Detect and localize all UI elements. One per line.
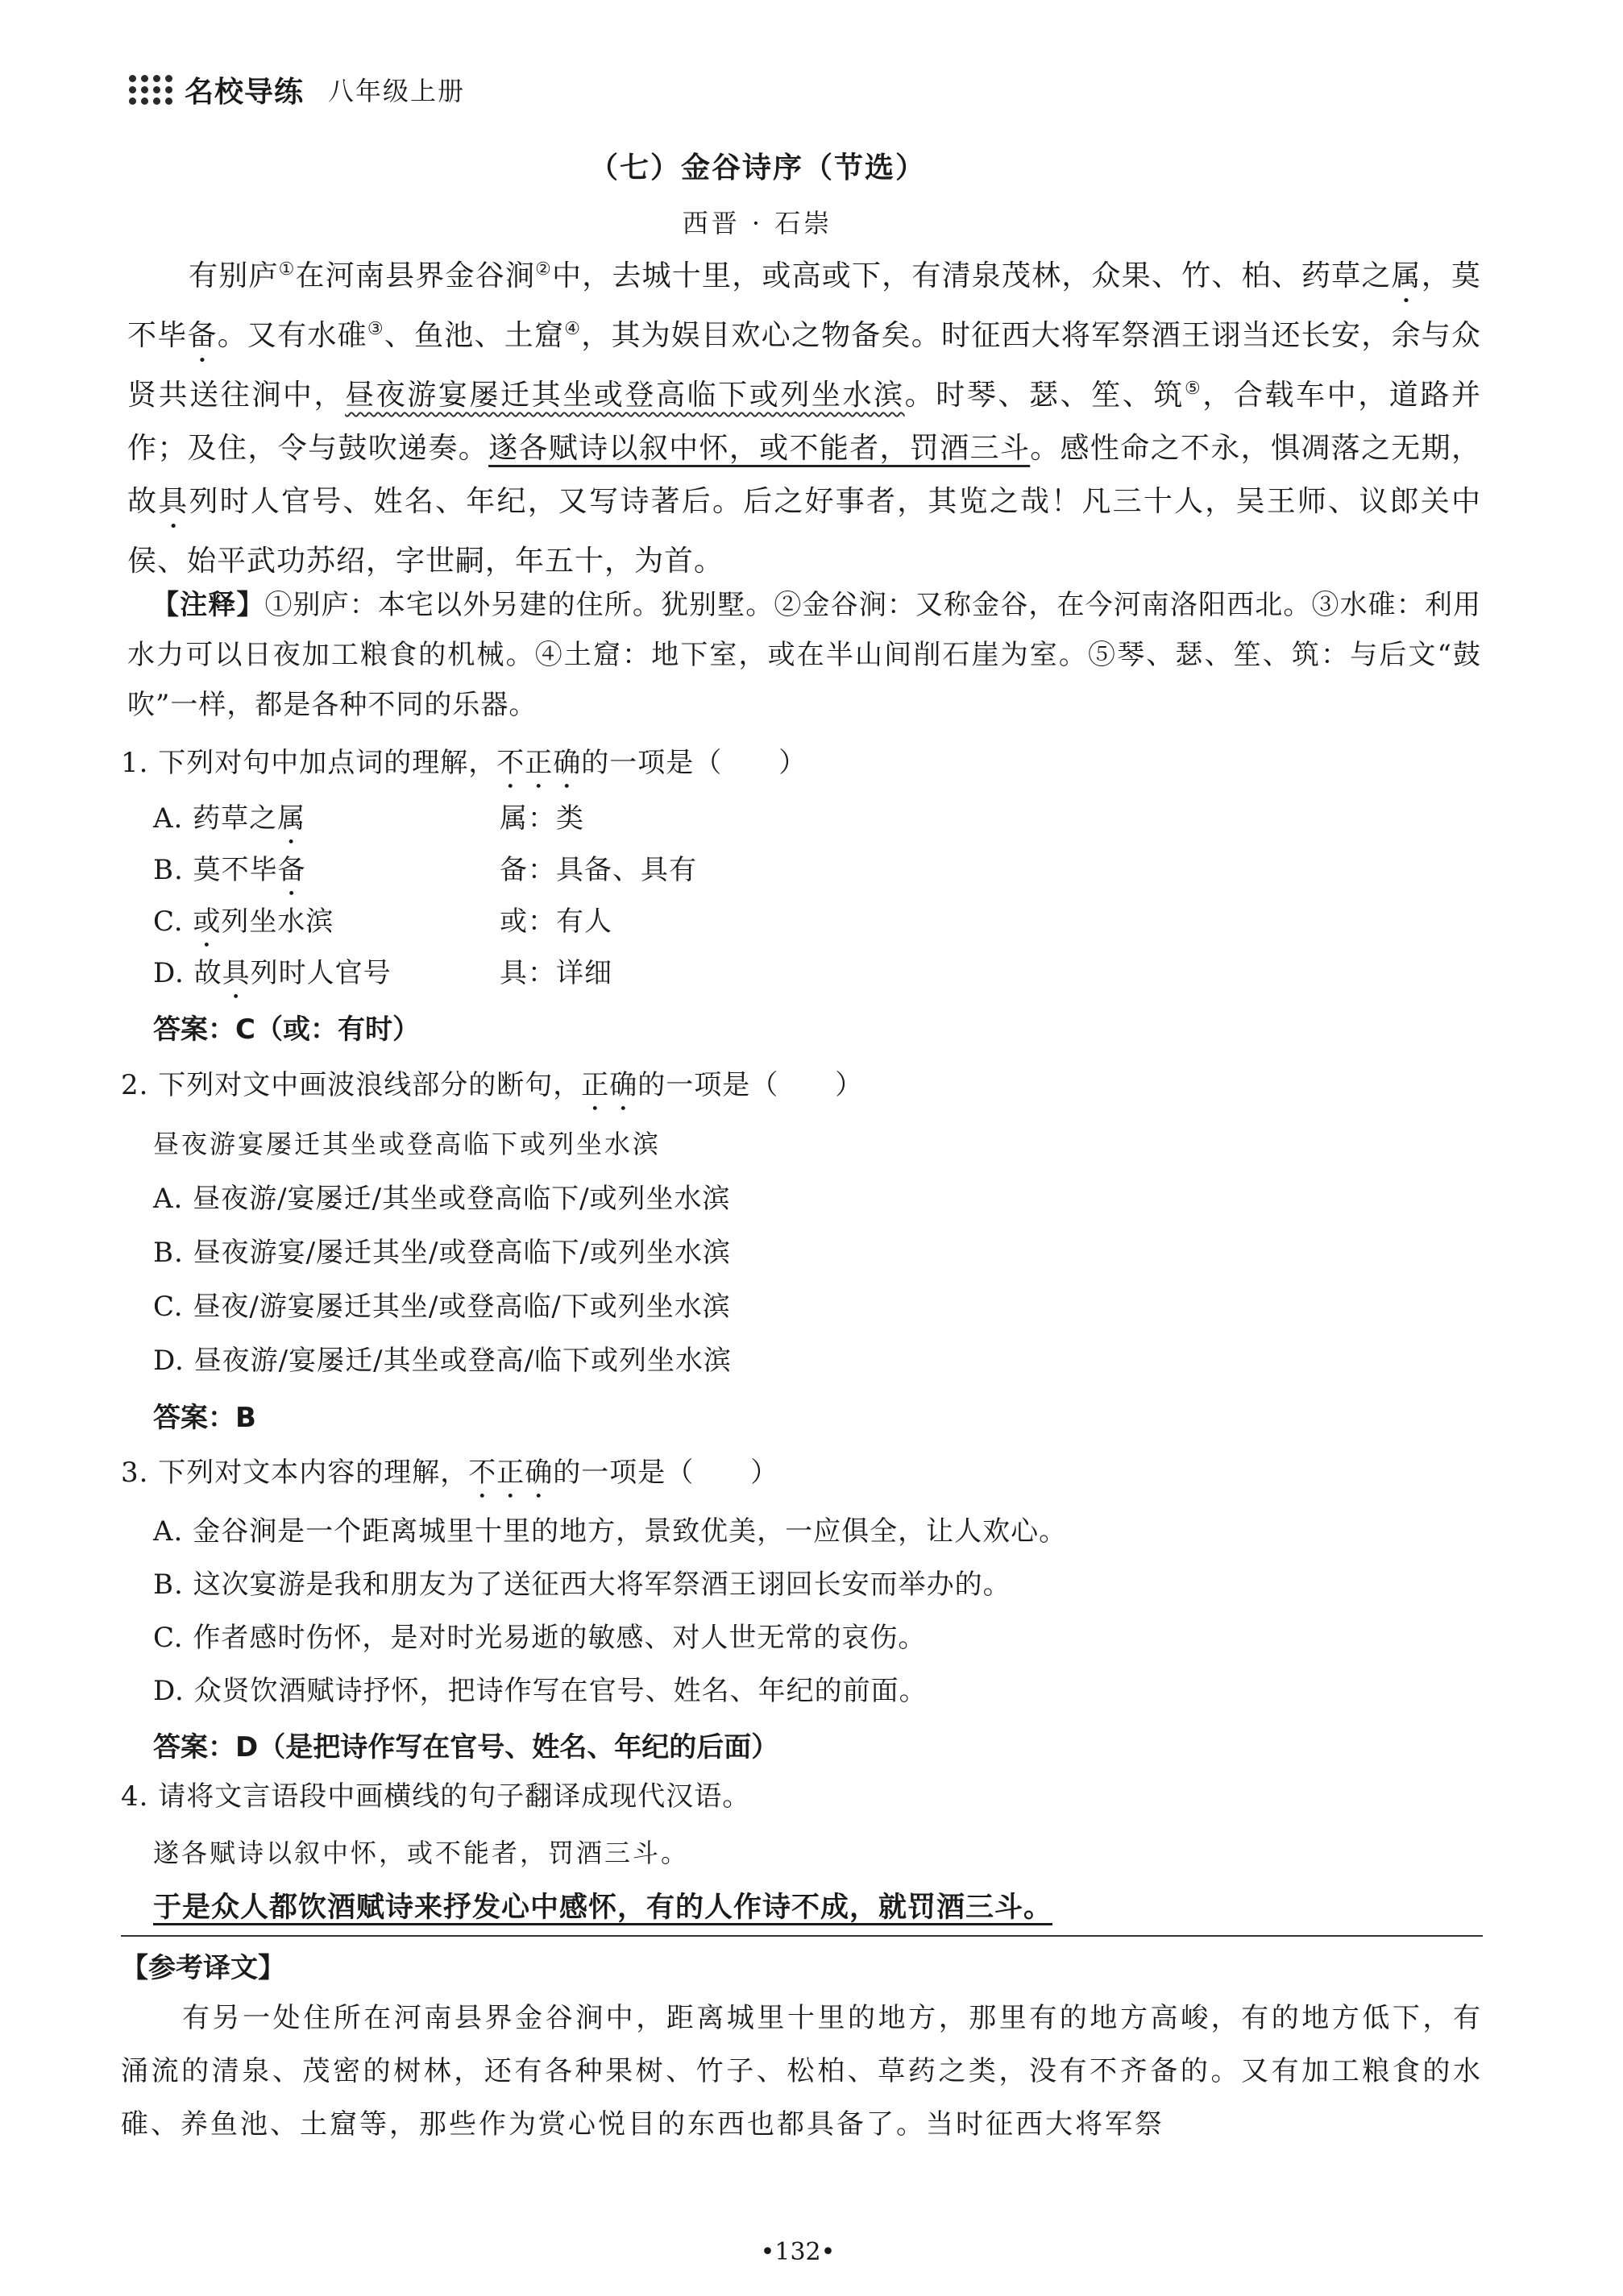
page-number: •132•: [760, 2238, 836, 2266]
question-text: 的一项是（ ）: [553, 1457, 779, 1489]
option-text: D. 故: [153, 957, 222, 989]
q3-option-a: A. 金谷涧是一个距离城里十里的地方，景致优美，一应俱全，让人欢心。: [153, 1515, 1068, 1548]
q1-option-a: [153, 796, 584, 851]
option-text: B. 莫不毕: [153, 854, 278, 886]
footnote-marker: ④: [564, 319, 582, 339]
option-gloss: 具：详细: [500, 957, 612, 989]
passage-text: 中，去城十里，或高或下，有清泉茂林，众果、竹、柏、药草之: [552, 259, 1392, 292]
passage-text: 列时人官号、姓名、年纪，又写诗著后。后之好事者，其览之哉！凡三十人，吴王师、议郎关中侯、始平武功苏绍，字世嗣，年五十，为首。: [127, 485, 1481, 578]
classical-passage: [127, 250, 1481, 588]
q4-translation-answer: 于是众人都饮酒赋诗来抒发心中感怀，有的人作诗不成，就罚酒三斗。: [153, 1892, 1053, 1924]
footnote-marker: ②: [535, 259, 553, 280]
reference-label: 【参考译文】: [121, 1952, 285, 1984]
footnote-marker: ⑤: [1184, 379, 1203, 399]
passage-text: 在河南县界金谷涧: [295, 259, 536, 292]
passage-title: （七）金谷诗序（节选）: [588, 151, 926, 184]
q4-quoted-sentence: 遂各赋诗以叙中怀，或不能者，罚酒三斗。: [153, 1838, 690, 1868]
passage-text: ，其为娱目欢心之物备矣。时征西大将军祭酒王诩当还长安，余与众贤共送往涧中，: [127, 319, 1481, 412]
dotted-word: 具: [158, 485, 189, 518]
option-gloss: 或：有人: [500, 906, 612, 938]
emphasis-text: 不正确: [496, 747, 582, 779]
question-1: [121, 745, 807, 795]
passage-paragraph: [127, 250, 1481, 588]
q2-quoted-sentence: 昼夜游宴屡迁其坐或登高临下或列坐水滨: [153, 1129, 662, 1159]
dotted-word: 属: [1391, 259, 1422, 292]
annotations-text: ①别庐：本宅以外另建的住所。犹别墅。②金谷涧：又称金谷，在今河南洛阳西北。③水碓：利用水力可以日夜加工粮食的机械。④土窟：地下室，或在半山间削石崖为室。⑤琴、瑟、笙、筑：与后文“鼓吹”一样，都是各种不同的乐器。: [127, 589, 1481, 721]
annotations: [127, 580, 1481, 730]
grade-label: 八年级上册: [328, 76, 466, 106]
question-2: [121, 1067, 863, 1117]
question-text: 3. 下列对文本内容的理解，: [121, 1457, 469, 1489]
passage-text: 。又有水碓: [217, 319, 367, 352]
passage-author: 西晋 · 石崇: [682, 208, 833, 238]
option-text: 列时人官号: [250, 957, 392, 989]
reference-translation: [121, 1991, 1483, 2151]
q3-answer: 答案：D（是把诗作写在官号、姓名、年纪的后面）: [153, 1731, 779, 1763]
passage-text: ，莫不毕: [127, 259, 1481, 352]
option-gloss: 属：类: [500, 802, 584, 835]
dotted-word: 具: [222, 957, 251, 989]
q1-answer: 答案：C（或：有时）: [153, 1013, 420, 1046]
question-text: 的一项是（ ）: [581, 747, 807, 779]
question-text: 的一项是（ ）: [637, 1069, 864, 1101]
question-text: 1. 下列对句中加点词的理解，: [121, 747, 497, 779]
option-text: A. 药草之: [153, 802, 278, 835]
dotted-word: 属: [277, 802, 306, 835]
footnote-marker: ①: [278, 259, 296, 280]
q2-option-d: D. 昼夜游/宴屡迁/其坐或登高/临下或列坐水滨: [153, 1345, 733, 1377]
q3-option-d: D. 众贤饮酒赋诗抒怀，把诗作写在官号、姓名、年纪的前面。: [153, 1675, 928, 1707]
book-header: [129, 71, 465, 108]
passage-text: 、鱼池、土窟: [384, 319, 565, 352]
q3-option-c: C. 作者感时伤怀，是对时光易逝的敏感、对人世无常的哀伤。: [153, 1622, 927, 1654]
dotted-word: 备: [277, 854, 306, 886]
q1-option-d: [153, 951, 612, 1005]
emphasis-text: 不正确: [468, 1457, 554, 1489]
dot-grid-logo-icon: [129, 75, 173, 105]
passage-text: 有别庐: [189, 259, 279, 292]
option-text: C.: [153, 906, 193, 938]
q2-option-a: A. 昼夜游/宴屡迁/其坐或登高临下/或列坐水滨: [153, 1183, 731, 1215]
brand-name: 名校导练: [185, 75, 305, 109]
annotations-label: 【注释】: [152, 589, 265, 621]
divider-line: [121, 1935, 1483, 1937]
option-gloss: 备：具备、具有: [500, 854, 697, 886]
wavy-underlined-sentence: 昼夜游宴屡迁其坐或登高临下或列坐水滨: [345, 379, 905, 412]
q2-option-c: C. 昼夜/游宴屡迁其坐/或登高临/下或列坐水滨: [153, 1291, 731, 1323]
underlined-sentence: 遂各赋诗以叙中怀，或不能者，罚酒三斗: [488, 432, 1031, 465]
q3-option-b: B. 这次宴游是我和朋友为了送征西大将军祭酒王诩回长安而举办的。: [153, 1569, 1011, 1601]
dotted-word: 或: [193, 906, 222, 938]
q2-option-b: B. 昼夜游宴/屡迁其坐/或登高临下/或列坐水滨: [153, 1237, 731, 1269]
question-3: [121, 1455, 778, 1505]
passage-text: 。时琴、瑟、笙、筑: [904, 379, 1185, 412]
emphasis-text: 正确: [581, 1069, 638, 1101]
question-text: 2. 下列对文中画波浪线部分的断句，: [121, 1069, 582, 1101]
question-4: 4. 请将文言语段中画横线的句子翻译成现代汉语。: [121, 1780, 751, 1813]
reference-paragraph: 有另一处住所在河南县界金谷涧中，距离城里十里的地方，那里有的地方高峻，有的地方低下，有涌流的清泉、茂密的树林，还有各种果树、竹子、松柏、草药之类，没有不齐备的。又有加工粮食的水碓、养鱼池、土窟等，那些作为赏心悦目的东西也都具备了。当时征西大将军祭: [121, 2002, 1483, 2141]
passage-text: 。感性命之不永，惧凋落之无期，故: [127, 432, 1481, 518]
annotations-paragraph: [127, 580, 1481, 730]
dotted-word: 备: [187, 319, 218, 352]
passage-text: ，合载车中，道路并作；及住，令与鼓吹递奏。: [127, 379, 1481, 465]
q1-option-c: [153, 899, 612, 954]
q1-option-b: [153, 848, 697, 902]
option-text: 列坐水滨: [221, 906, 334, 938]
q2-answer: 答案：B: [153, 1402, 256, 1434]
footnote-marker: ③: [367, 319, 384, 339]
